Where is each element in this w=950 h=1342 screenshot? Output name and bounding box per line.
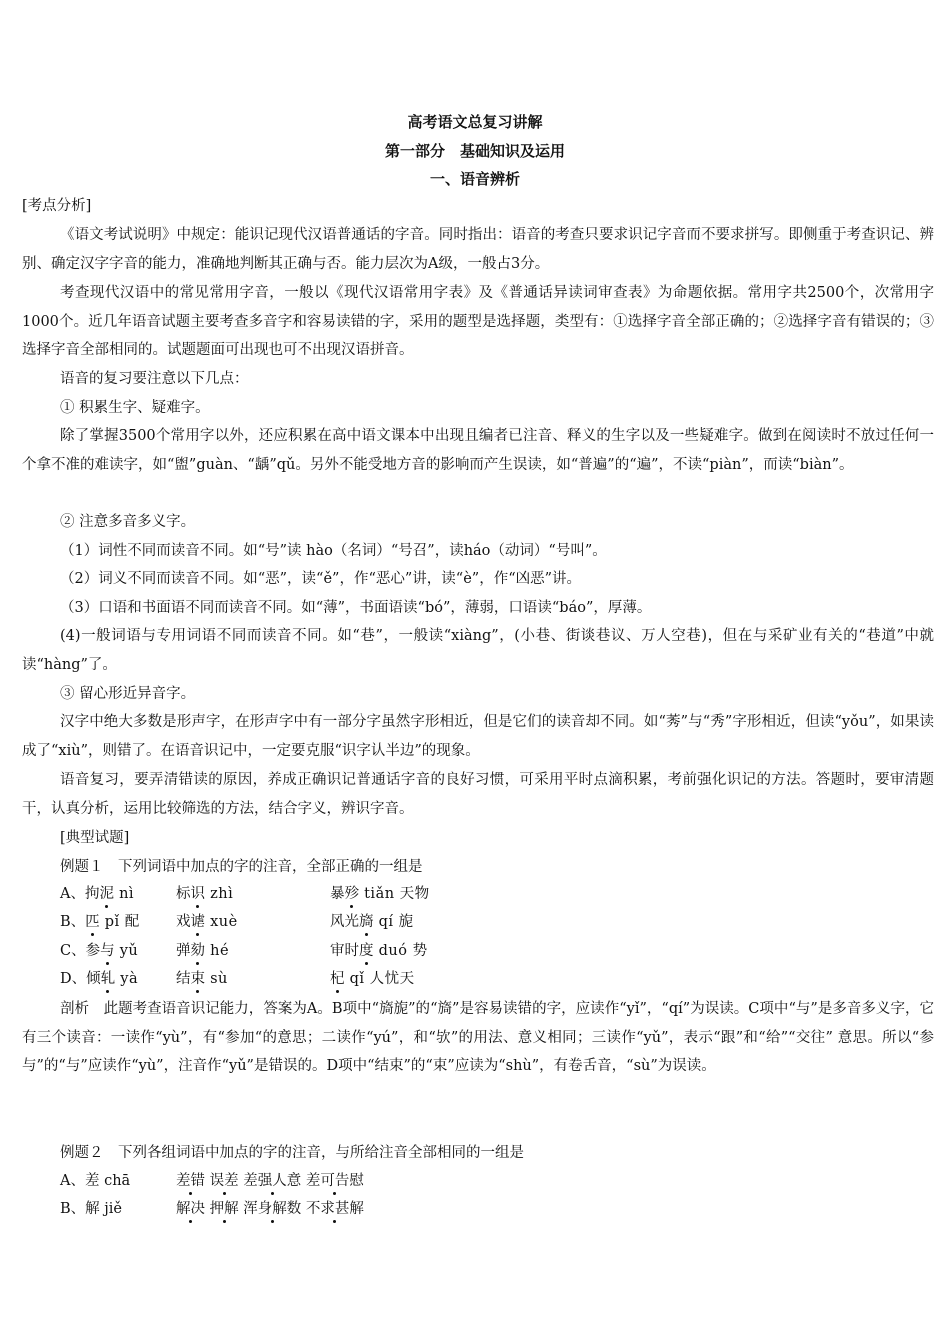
example1-option-c-col2: 弹劾 hé [176,943,230,959]
word-with-dot: 解决 [176,1201,205,1217]
word-with-dot: 差可告慰 [305,1173,364,1189]
document-title: 高考语文总复习讲解 [407,113,543,131]
heading-point-3: ③ 留心形近异音字。 [60,686,196,702]
word-with-dot: 差强人意 [243,1173,302,1189]
dotted-char: 匹 [85,914,100,930]
paragraph-sub-1: （1）词性不同而读音不同。如“号”读 hào（名词）“号召”，读háo（动词）“号叫”。 [60,543,607,559]
kaodian-label: [考点分析] [22,198,92,214]
paragraph-review-points: 语音的复习要注意以下几点： [60,371,249,387]
example1-option-d-col1: D、倾轧 yà [60,971,139,987]
dotted-char: 谑 [190,914,205,930]
dotted-char: 识 [190,886,205,902]
paragraph-sub-2: （2）词义不同而读音不同。如“恶”，读“ě”，作“恶心”讲，读“è”，作“凶恶”讲。 [60,571,582,587]
paragraph-sub-3: （3）口语和书面语不同而读音不同。如“薄”，书面语读“bó”，薄弱，口语读“báo”，厚薄。 [60,600,652,616]
dotted-char: 杞 [330,971,345,987]
example1-option-b-col3: 风光旖 qí 旎 [330,914,414,930]
paragraph-exam-scope: 考查现代汉语中的常见常用字音，一般以《现代汉语常用字表》及《普通话异读词审查表》为命题依据。常用字共2500个，次常用字1000个。近几年语音试题主要考查多音字和容易读错的字，采用的题型是选择题，类型有：①选择字音全部正确的；②选择字音有错误的；③选择字音全部相同的。试题题面可出现也可不出现汉语拼音。 [22,285,934,359]
example2-stem: 例题２ 下列各组词语中加点的字的注音，与所给注音全部相同的一组是 [60,1145,524,1161]
example1-option-c-col3: 审时度 duó 势 [330,943,428,959]
dianxing-label: [典型试题] [60,830,130,846]
paragraph-sub-4: (4)一般词语与专用词语不同而读音不同。如“巷”，一般读“xiàng”，(小巷、街谈巷议、万人空巷)，但在与采矿业有关的“巷道”中就读“hàng”了。 [22,628,934,673]
dotted-char: 泥 [99,886,114,902]
paragraph-review-method: 语音复习，要弄清错读的原因，养成正确识记普通话字音的良好习惯，可采用平时点滴积累，考前强化识记的方法。答题时，要审清题干，认真分析，运用比较筛选的方法，结合字义，辨识字音。 [22,772,934,817]
example1-option-d-col2: 结束 sù [176,971,228,987]
example1-option-a-col1: A、拘泥 nì [60,886,135,902]
example1-stem: 例题１ 下列词语中加点的字的注音，全部正确的一组是 [60,859,423,875]
dotted-char: 束 [190,971,205,987]
word-with-dot: 押解 [209,1201,239,1217]
example1-option-a-col3: 暴殄 tiǎn 天物 [330,886,430,902]
example2-option-b-label: B、解 jiě [60,1201,122,1217]
word-with-dot: 误差 [209,1173,239,1189]
example2-option-a-words [176,1171,364,1191]
example2-option-b-words [176,1199,364,1219]
example1-option-a-col2: 标识 zhì [176,886,234,902]
word-with-dot: 差错 [176,1173,205,1189]
dotted-char: 殄 [344,886,359,902]
example1-analysis: 剖析 此题考查语音识记能力，答案为A。B项中“旖旎”的“旖”是容易读错的字，应读作“yǐ”，“qí”为误读。C项中“与”是多音多义字，它有三个读音：一读作“yù”，有“参加“的意思；二读作“yú”，和“欤”的用法、意义相同；三读作“yǔ”，表示“跟”和“给”“交往” 意思。所以“参与”的“与”应读作“yù”，注音作“yǔ”是错误的。D项中“结束”的“束”应读为“shù”，有卷舌音，“sù”为误读。 [22,1001,934,1075]
paragraph-point-1: 除了掌握3500个常用字以外，还应积累在高中语文课本中出现且编者已注音、释义的生字以及一些疑难字。做到在阅读时不放过任何一个拿不准的难读字，如“盥”guàn、“龋”qǔ。另外不能受地方音的影响而产生误读，如“普遍”的“遍”，不读“piàn”，而读“biàn”。 [22,428,934,473]
part-heading: 第一部分 基础知识及运用 [384,142,565,160]
paragraph-point-3: 汉字中绝大多数是形声字，在形声字中有一部分字虽然字形相近，但是它们的读音却不同。如“莠”与“秀”字形相近，但读“yǒu”，如果读成了“xiù”，则错了。在语音识记中，一定要克服“识字认半边”的现象。 [22,714,934,759]
example1-option-c-col1: C、参与 yǔ [60,943,139,959]
example1-option-b-col2: 戏谑 xuè [176,914,238,930]
example2-option-a-label: A、差 chā [60,1173,131,1189]
dotted-char: 轧 [100,971,116,987]
paragraph-exam-requirements: 《语文考试说明》中规定：能识记现代汉语普通话的字音。同时指出：语音的考查只要求识记字音而不要求拼写。即侧重于考查识记、辨别、确定汉字字音的能力，准确地判断其正确与否。能力层次为A级，一般占3分。 [22,227,934,272]
dotted-char: 旖 [359,914,374,930]
dotted-char: 与 [100,943,115,959]
heading-point-2: ② 注意多音多义字。 [60,514,196,530]
section-heading: 一、语音辨析 [429,170,520,188]
example1-option-d-col3: 杞 qǐ 人忧天 [330,971,415,987]
heading-point-1: ① 积累生字、疑难字。 [60,400,210,416]
word-with-dot: 浑身解数 [243,1201,302,1217]
example1-option-b-col1: B、匹 pǐ 配 [60,914,140,930]
word-with-dot: 不求甚解 [305,1201,364,1217]
dotted-char: 度 [359,943,374,959]
dotted-char: 劾 [190,943,205,959]
